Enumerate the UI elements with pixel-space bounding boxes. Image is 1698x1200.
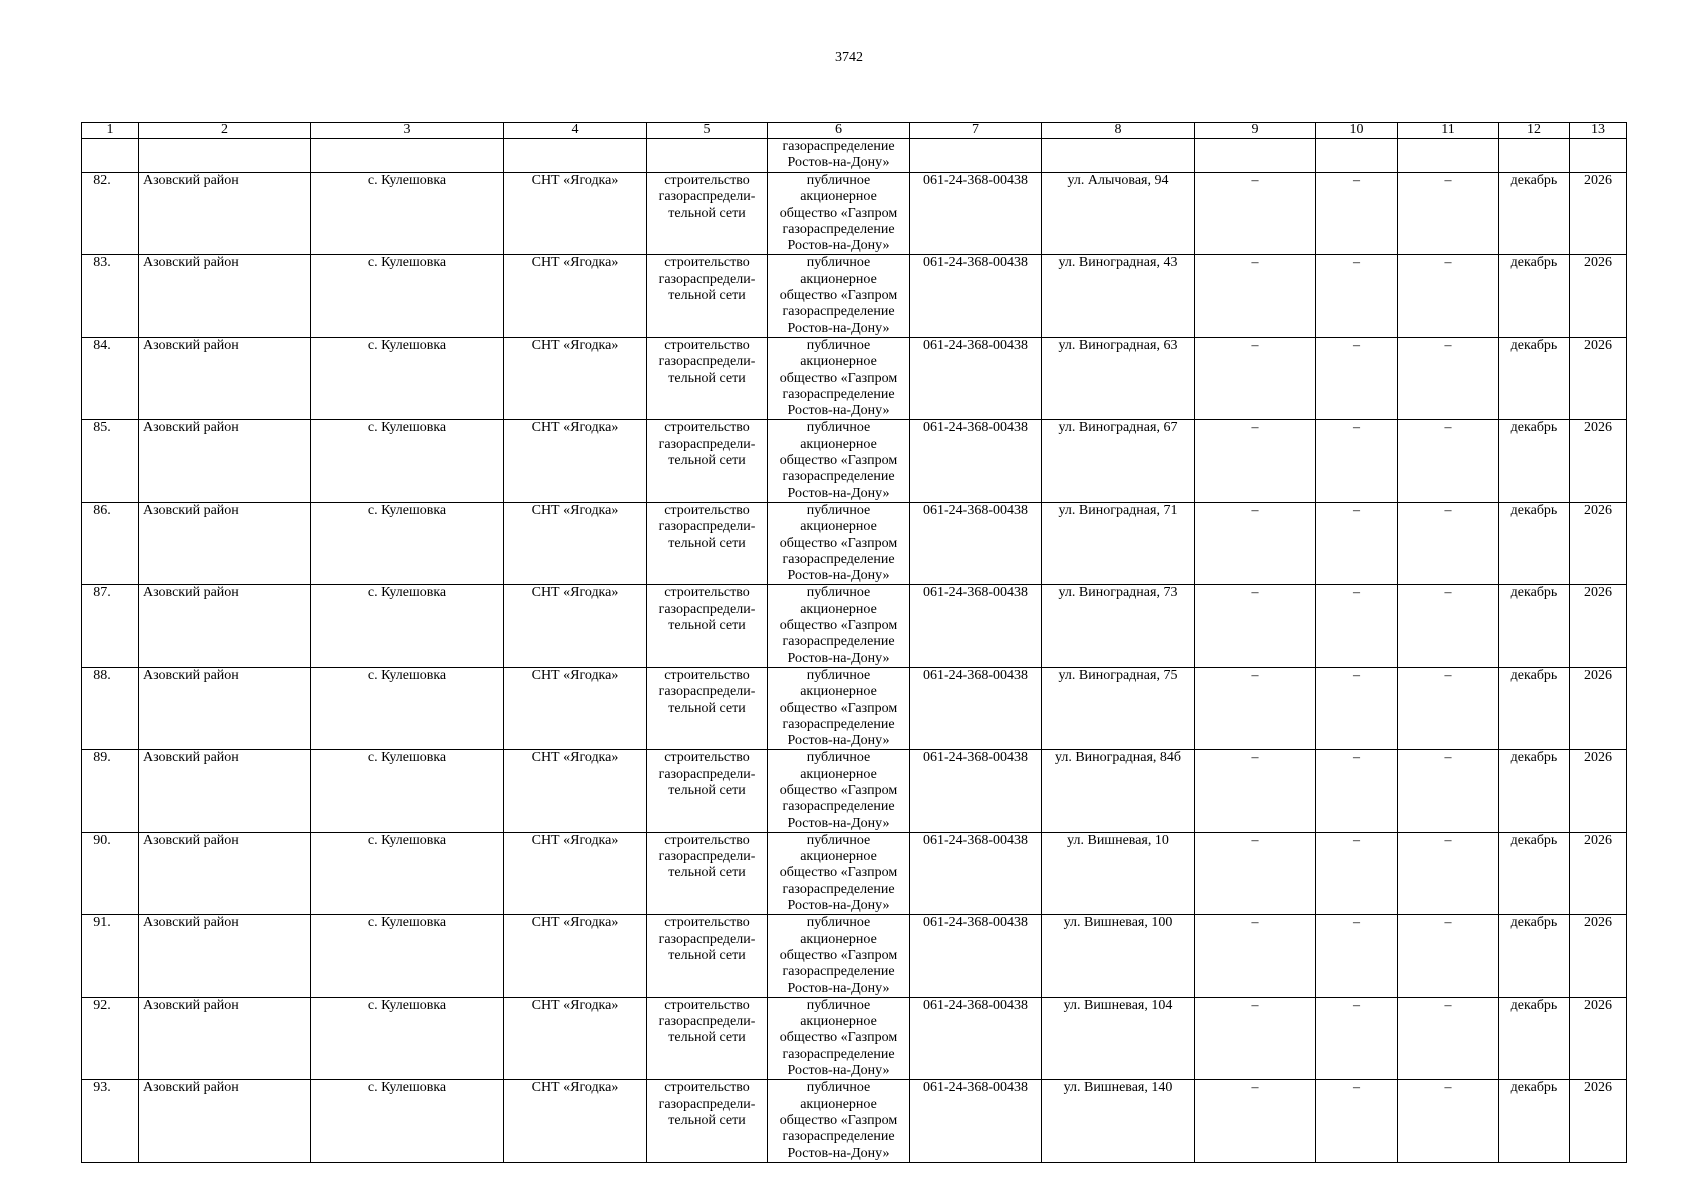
column-11-cell: – bbox=[1398, 255, 1499, 337]
owner-cell: публичное акционерное общество «Газпром газораспределение Ростов-на-Дону» bbox=[768, 832, 910, 914]
object-cell: СНТ «Ягодка» bbox=[504, 915, 647, 997]
month-cell: декабрь bbox=[1499, 915, 1570, 997]
row-number-cell: 90. bbox=[82, 832, 139, 914]
table-cell bbox=[647, 139, 768, 173]
settlement-cell: с. Кулешовка bbox=[311, 832, 504, 914]
address-cell: ул. Вишневая, 140 bbox=[1042, 1080, 1195, 1162]
row-number-cell: 82. bbox=[82, 173, 139, 255]
column-11-cell: – bbox=[1398, 750, 1499, 832]
column-11-cell: – bbox=[1398, 337, 1499, 419]
column-11-cell: – bbox=[1398, 173, 1499, 255]
column-number-cell: 4 bbox=[504, 123, 647, 139]
column-number-cell: 9 bbox=[1195, 123, 1316, 139]
column-number-cell: 2 bbox=[139, 123, 311, 139]
district-cell: Азовский район bbox=[139, 420, 311, 502]
object-cell: СНТ «Ягодка» bbox=[504, 997, 647, 1079]
registry-code-cell: 061-24-368-00438 bbox=[910, 502, 1042, 584]
object-cell: СНТ «Ягодка» bbox=[504, 1080, 647, 1162]
settlement-cell: с. Кулешовка bbox=[311, 502, 504, 584]
column-9-cell: – bbox=[1195, 420, 1316, 502]
district-cell: Азовский район bbox=[139, 337, 311, 419]
table-row bbox=[82, 832, 1627, 914]
table-cell bbox=[1195, 139, 1316, 173]
settlement-cell: с. Кулешовка bbox=[311, 997, 504, 1079]
year-cell: 2026 bbox=[1570, 337, 1627, 419]
district-cell: Азовский район bbox=[139, 750, 311, 832]
owner-cell: публичное акционерное общество «Газпром газораспределение Ростов-на-Дону» bbox=[768, 255, 910, 337]
column-11-cell: – bbox=[1398, 420, 1499, 502]
table-cell bbox=[1042, 139, 1195, 173]
owner-cell: публичное акционерное общество «Газпром газораспределение Ростов-на-Дону» bbox=[768, 585, 910, 667]
object-cell: СНТ «Ягодка» bbox=[504, 832, 647, 914]
table-body bbox=[82, 123, 1627, 1163]
district-cell: Азовский район bbox=[139, 502, 311, 584]
column-number-cell: 5 bbox=[647, 123, 768, 139]
work-type-cell: строительство газораспредели-тельной сети bbox=[647, 667, 768, 749]
registry-code-cell: 061-24-368-00438 bbox=[910, 255, 1042, 337]
district-cell: Азовский район bbox=[139, 997, 311, 1079]
column-10-cell: – bbox=[1316, 585, 1398, 667]
table-cell bbox=[504, 139, 647, 173]
month-cell: декабрь bbox=[1499, 750, 1570, 832]
address-cell: ул. Виноградная, 75 bbox=[1042, 667, 1195, 749]
settlement-cell: с. Кулешовка bbox=[311, 667, 504, 749]
gas-network-register-table bbox=[81, 122, 1627, 1163]
column-10-cell: – bbox=[1316, 750, 1398, 832]
column-10-cell: – bbox=[1316, 255, 1398, 337]
table-cell bbox=[311, 139, 504, 173]
table-cell bbox=[910, 139, 1042, 173]
work-type-cell: строительство газораспредели-тельной сети bbox=[647, 1080, 768, 1162]
settlement-cell: с. Кулешовка bbox=[311, 337, 504, 419]
column-9-cell: – bbox=[1195, 173, 1316, 255]
column-11-cell: – bbox=[1398, 832, 1499, 914]
owner-cell: публичное акционерное общество «Газпром газораспределение Ростов-на-Дону» bbox=[768, 750, 910, 832]
table-cell bbox=[1570, 139, 1627, 173]
owner-cell: публичное акционерное общество «Газпром газораспределение Ростов-на-Дону» bbox=[768, 337, 910, 419]
month-cell: декабрь bbox=[1499, 997, 1570, 1079]
object-cell: СНТ «Ягодка» bbox=[504, 585, 647, 667]
table-cell bbox=[82, 139, 139, 173]
object-cell: СНТ «Ягодка» bbox=[504, 173, 647, 255]
table-cell bbox=[139, 139, 311, 173]
district-cell: Азовский район bbox=[139, 585, 311, 667]
column-11-cell: – bbox=[1398, 667, 1499, 749]
registry-code-cell: 061-24-368-00438 bbox=[910, 667, 1042, 749]
column-10-cell: – bbox=[1316, 997, 1398, 1079]
table-row bbox=[82, 667, 1627, 749]
year-cell: 2026 bbox=[1570, 255, 1627, 337]
registry-code-cell: 061-24-368-00438 bbox=[910, 337, 1042, 419]
column-9-cell: – bbox=[1195, 255, 1316, 337]
column-number-cell: 10 bbox=[1316, 123, 1398, 139]
month-cell: декабрь bbox=[1499, 585, 1570, 667]
settlement-cell: с. Кулешовка bbox=[311, 585, 504, 667]
owner-cell: публичное акционерное общество «Газпром газораспределение Ростов-на-Дону» bbox=[768, 1080, 910, 1162]
address-cell: ул. Вишневая, 100 bbox=[1042, 915, 1195, 997]
continuation-row bbox=[82, 139, 1627, 173]
month-cell: декабрь bbox=[1499, 832, 1570, 914]
year-cell: 2026 bbox=[1570, 1080, 1627, 1162]
column-11-cell: – bbox=[1398, 997, 1499, 1079]
table-row bbox=[82, 585, 1627, 667]
column-9-cell: – bbox=[1195, 337, 1316, 419]
address-cell: ул. Алычовая, 94 bbox=[1042, 173, 1195, 255]
column-number-cell: 1 bbox=[82, 123, 139, 139]
settlement-cell: с. Кулешовка bbox=[311, 1080, 504, 1162]
column-10-cell: – bbox=[1316, 502, 1398, 584]
row-number-cell: 88. bbox=[82, 667, 139, 749]
owner-cell: публичное акционерное общество «Газпром газораспределение Ростов-на-Дону» bbox=[768, 667, 910, 749]
address-cell: ул. Виноградная, 63 bbox=[1042, 337, 1195, 419]
column-10-cell: – bbox=[1316, 420, 1398, 502]
column-number-cell: 13 bbox=[1570, 123, 1627, 139]
column-9-cell: – bbox=[1195, 667, 1316, 749]
column-9-cell: – bbox=[1195, 1080, 1316, 1162]
year-cell: 2026 bbox=[1570, 585, 1627, 667]
work-type-cell: строительство газораспредели-тельной сети bbox=[647, 585, 768, 667]
registry-code-cell: 061-24-368-00438 bbox=[910, 832, 1042, 914]
owner-cell: публичное акционерное общество «Газпром газораспределение Ростов-на-Дону» bbox=[768, 173, 910, 255]
year-cell: 2026 bbox=[1570, 667, 1627, 749]
page-number: 3742 bbox=[835, 50, 863, 65]
row-number-cell: 83. bbox=[82, 255, 139, 337]
table-cell bbox=[1398, 139, 1499, 173]
column-11-cell: – bbox=[1398, 915, 1499, 997]
table-row bbox=[82, 173, 1627, 255]
column-9-cell: – bbox=[1195, 915, 1316, 997]
address-cell: ул. Виноградная, 67 bbox=[1042, 420, 1195, 502]
registry-code-cell: 061-24-368-00438 bbox=[910, 915, 1042, 997]
column-10-cell: – bbox=[1316, 667, 1398, 749]
work-type-cell: строительство газораспредели-тельной сети bbox=[647, 420, 768, 502]
row-number-cell: 89. bbox=[82, 750, 139, 832]
row-number-cell: 84. bbox=[82, 337, 139, 419]
owner-cell: публичное акционерное общество «Газпром газораспределение Ростов-на-Дону» bbox=[768, 420, 910, 502]
settlement-cell: с. Кулешовка bbox=[311, 173, 504, 255]
year-cell: 2026 bbox=[1570, 420, 1627, 502]
row-number-cell: 87. bbox=[82, 585, 139, 667]
district-cell: Азовский район bbox=[139, 1080, 311, 1162]
registry-code-cell: 061-24-368-00438 bbox=[910, 997, 1042, 1079]
table-row bbox=[82, 915, 1627, 997]
column-9-cell: – bbox=[1195, 750, 1316, 832]
table-cell bbox=[1316, 139, 1398, 173]
year-cell: 2026 bbox=[1570, 997, 1627, 1079]
work-type-cell: строительство газораспредели-тельной сети bbox=[647, 997, 768, 1079]
table-row bbox=[82, 255, 1627, 337]
object-cell: СНТ «Ягодка» bbox=[504, 420, 647, 502]
row-number-cell: 92. bbox=[82, 997, 139, 1079]
object-cell: СНТ «Ягодка» bbox=[504, 750, 647, 832]
work-type-cell: строительство газораспредели-тельной сети bbox=[647, 502, 768, 584]
month-cell: декабрь bbox=[1499, 1080, 1570, 1162]
registry-code-cell: 061-24-368-00438 bbox=[910, 750, 1042, 832]
year-cell: 2026 bbox=[1570, 915, 1627, 997]
month-cell: декабрь bbox=[1499, 255, 1570, 337]
work-type-cell: строительство газораспредели-тельной сети bbox=[647, 173, 768, 255]
row-number-cell: 85. bbox=[82, 420, 139, 502]
registry-code-cell: 061-24-368-00438 bbox=[910, 420, 1042, 502]
column-10-cell: – bbox=[1316, 337, 1398, 419]
column-number-cell: 6 bbox=[768, 123, 910, 139]
address-cell: ул. Вишневая, 104 bbox=[1042, 997, 1195, 1079]
settlement-cell: с. Кулешовка bbox=[311, 420, 504, 502]
column-10-cell: – bbox=[1316, 1080, 1398, 1162]
work-type-cell: строительство газораспредели-тельной сети bbox=[647, 750, 768, 832]
registry-code-cell: 061-24-368-00438 bbox=[910, 1080, 1042, 1162]
month-cell: декабрь bbox=[1499, 420, 1570, 502]
address-cell: ул. Вишневая, 10 bbox=[1042, 832, 1195, 914]
work-type-cell: строительство газораспредели-тельной сети bbox=[647, 255, 768, 337]
column-number-cell: 3 bbox=[311, 123, 504, 139]
owner-cell: публичное акционерное общество «Газпром газораспределение Ростов-на-Дону» bbox=[768, 997, 910, 1079]
settlement-cell: с. Кулешовка bbox=[311, 750, 504, 832]
column-11-cell: – bbox=[1398, 585, 1499, 667]
registry-code-cell: 061-24-368-00438 bbox=[910, 173, 1042, 255]
table-cell bbox=[1499, 139, 1570, 173]
work-type-cell: строительство газораспредели-тельной сети bbox=[647, 915, 768, 997]
row-number-cell: 86. bbox=[82, 502, 139, 584]
object-cell: СНТ «Ягодка» bbox=[504, 337, 647, 419]
registry-code-cell: 061-24-368-00438 bbox=[910, 585, 1042, 667]
column-9-cell: – bbox=[1195, 832, 1316, 914]
table-row bbox=[82, 502, 1627, 584]
district-cell: Азовский район bbox=[139, 173, 311, 255]
row-number-cell: 91. bbox=[82, 915, 139, 997]
address-cell: ул. Виноградная, 84б bbox=[1042, 750, 1195, 832]
column-number-cell: 8 bbox=[1042, 123, 1195, 139]
owner-cell: публичное акционерное общество «Газпром газораспределение Ростов-на-Дону» bbox=[768, 502, 910, 584]
address-cell: ул. Виноградная, 43 bbox=[1042, 255, 1195, 337]
address-cell: ул. Виноградная, 73 bbox=[1042, 585, 1195, 667]
object-cell: СНТ «Ягодка» bbox=[504, 502, 647, 584]
column-11-cell: – bbox=[1398, 1080, 1499, 1162]
table-row bbox=[82, 750, 1627, 832]
district-cell: Азовский район bbox=[139, 255, 311, 337]
settlement-cell: с. Кулешовка bbox=[311, 915, 504, 997]
month-cell: декабрь bbox=[1499, 337, 1570, 419]
column-9-cell: – bbox=[1195, 585, 1316, 667]
work-type-cell: строительство газораспредели-тельной сети bbox=[647, 337, 768, 419]
object-cell: СНТ «Ягодка» bbox=[504, 255, 647, 337]
owner-cell: газораспределение Ростов-на-Дону» bbox=[768, 139, 910, 173]
year-cell: 2026 bbox=[1570, 750, 1627, 832]
table-row bbox=[82, 1080, 1627, 1162]
table-row bbox=[82, 997, 1627, 1079]
column-number-cell: 12 bbox=[1499, 123, 1570, 139]
month-cell: декабрь bbox=[1499, 667, 1570, 749]
settlement-cell: с. Кулешовка bbox=[311, 255, 504, 337]
district-cell: Азовский район bbox=[139, 832, 311, 914]
owner-cell: публичное акционерное общество «Газпром газораспределение Ростов-на-Дону» bbox=[768, 915, 910, 997]
column-number-cell: 11 bbox=[1398, 123, 1499, 139]
month-cell: декабрь bbox=[1499, 173, 1570, 255]
column-9-cell: – bbox=[1195, 502, 1316, 584]
row-number-cell: 93. bbox=[82, 1080, 139, 1162]
year-cell: 2026 bbox=[1570, 173, 1627, 255]
column-11-cell: – bbox=[1398, 502, 1499, 584]
column-number-row bbox=[82, 123, 1627, 139]
year-cell: 2026 bbox=[1570, 502, 1627, 584]
column-10-cell: – bbox=[1316, 173, 1398, 255]
year-cell: 2026 bbox=[1570, 832, 1627, 914]
column-10-cell: – bbox=[1316, 915, 1398, 997]
column-9-cell: – bbox=[1195, 997, 1316, 1079]
object-cell: СНТ «Ягодка» bbox=[504, 667, 647, 749]
district-cell: Азовский район bbox=[139, 915, 311, 997]
table-row bbox=[82, 420, 1627, 502]
table-row bbox=[82, 337, 1627, 419]
district-cell: Азовский район bbox=[139, 667, 311, 749]
column-number-cell: 7 bbox=[910, 123, 1042, 139]
month-cell: декабрь bbox=[1499, 502, 1570, 584]
column-10-cell: – bbox=[1316, 832, 1398, 914]
work-type-cell: строительство газораспредели-тельной сети bbox=[647, 832, 768, 914]
address-cell: ул. Виноградная, 71 bbox=[1042, 502, 1195, 584]
